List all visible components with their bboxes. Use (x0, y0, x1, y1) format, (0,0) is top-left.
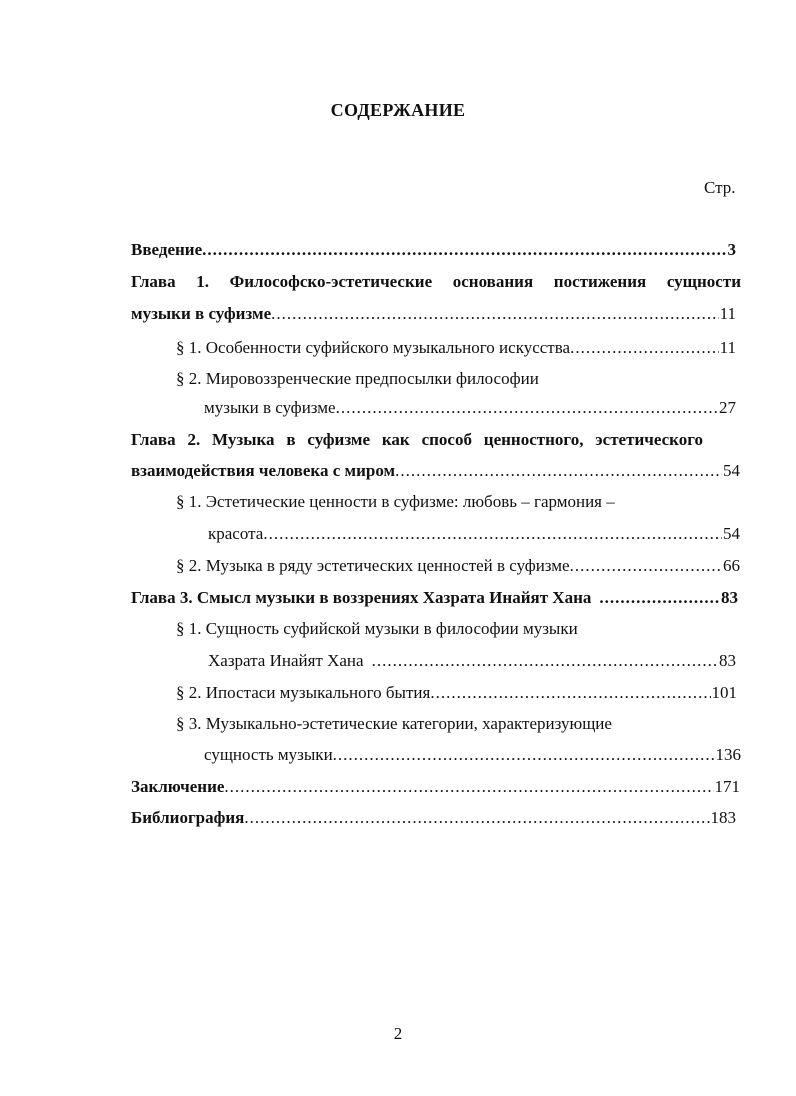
toc-entry-page: 54 (723, 461, 740, 480)
toc-entry-page: 11 (719, 338, 736, 357)
leader-dots (336, 396, 718, 420)
leader-dots (202, 238, 726, 262)
toc-entry-page: 136 (715, 745, 741, 764)
toc-entry-text: § 1. Сущность суфийской музыки в философии музыки (176, 619, 578, 638)
toc-entry-chapter-1-line-1 (131, 270, 741, 294)
toc-entry-text: Глава 2. Музыка в суфизме как способ ценностного, эстетического (131, 430, 703, 449)
toc-entry-text: Хазрата Инайят Хана (208, 651, 364, 670)
toc-entry-page: 54 (723, 524, 740, 543)
page-column-label: Стр. (704, 178, 736, 197)
toc-entry-page: 83 (721, 588, 738, 607)
toc-entry-text: § 1. Эстетические ценности в суфизме: любовь – гармония – (176, 492, 615, 511)
toc-entry-conclusion (131, 775, 740, 799)
leader-dots (364, 649, 718, 673)
toc-entry-page: 66 (723, 556, 740, 575)
toc-entry-chapter-2-line-2 (131, 459, 740, 483)
toc-entry-ch1-section-2-line-1 (176, 367, 736, 391)
leader-dots (244, 806, 709, 830)
toc-entry-page: 3 (727, 240, 736, 259)
toc-entry-text: § 3. Музыкально-эстетические категории, характеризующие (176, 714, 612, 733)
leader-dots (224, 775, 713, 799)
toc-entry-ch1-section-1 (176, 336, 736, 360)
toc-entry-text: § 1. Особенности суфийского музыкального искусства (176, 338, 571, 357)
leader-dots (570, 336, 719, 360)
toc-entry-text: § 2. Ипостаси музыкального бытия (176, 683, 431, 702)
toc-entry-ch3-section-3-line-1 (176, 712, 736, 736)
leader-dots (570, 554, 722, 578)
toc-entry-text: § 2. Мировоззренческие предпосылки философии (176, 369, 539, 388)
toc-entry-text: сущность музыки (204, 745, 333, 764)
toc-entry-text: Введение (131, 240, 203, 259)
toc-entry-ch2-section-1-line-1 (176, 490, 696, 514)
toc-entry-text: музыки в суфизме (204, 398, 336, 417)
toc-entry-text: музыки в суфизме (131, 304, 272, 323)
toc-entry-ch3-section-2 (176, 681, 737, 705)
toc-entry-page: 83 (719, 651, 736, 670)
toc-entry-bibliography (131, 806, 736, 830)
toc-entry-chapter-1-line-2 (131, 302, 736, 326)
toc-entry-ch1-section-2-line-2 (204, 396, 736, 420)
page-title: СОДЕРЖАНИЕ (330, 100, 466, 120)
toc-entry-text: Заключение (131, 777, 225, 796)
toc-entry-ch3-section-1-line-2 (208, 649, 736, 673)
toc-entry-page: 183 (710, 808, 736, 827)
toc-entry-text: Глава 3. Смысл музыки в воззрениях Хазрата Инайят Хана (131, 588, 592, 607)
toc-entry-page: 27 (719, 398, 736, 417)
toc-entry-text: Библиография (131, 808, 245, 827)
toc-entry-ch2-section-2 (176, 554, 740, 578)
toc-entry-text: взаимодействия человека с миром (131, 461, 396, 480)
page-number: 2 (393, 1024, 403, 1043)
leader-dots (591, 586, 720, 610)
leader-dots (263, 522, 722, 546)
toc-entry-chapter-2-line-1 (131, 428, 703, 452)
leader-dots (395, 459, 722, 483)
leader-dots (430, 681, 710, 705)
toc-entry-intro (131, 238, 736, 262)
toc-entry-text: красота (208, 524, 264, 543)
toc-entry-ch2-section-1-line-2 (208, 522, 740, 546)
toc-entry-chapter-3 (131, 586, 738, 610)
toc-entry-ch3-section-1-line-1 (176, 617, 736, 641)
leader-dots (333, 743, 715, 767)
toc-entry-ch3-section-3-line-2 (204, 743, 741, 767)
toc-entry-text: § 2. Музыка в ряду эстетических ценностей в суфизме (176, 556, 570, 575)
toc-entry-page: 101 (711, 683, 737, 702)
toc-entry-page: 11 (719, 304, 736, 323)
leader-dots (271, 302, 718, 326)
toc-entry-page: 171 (714, 777, 740, 796)
toc-entry-text: Глава 1. Философско-эстетические основания постижения сущности (131, 272, 741, 291)
